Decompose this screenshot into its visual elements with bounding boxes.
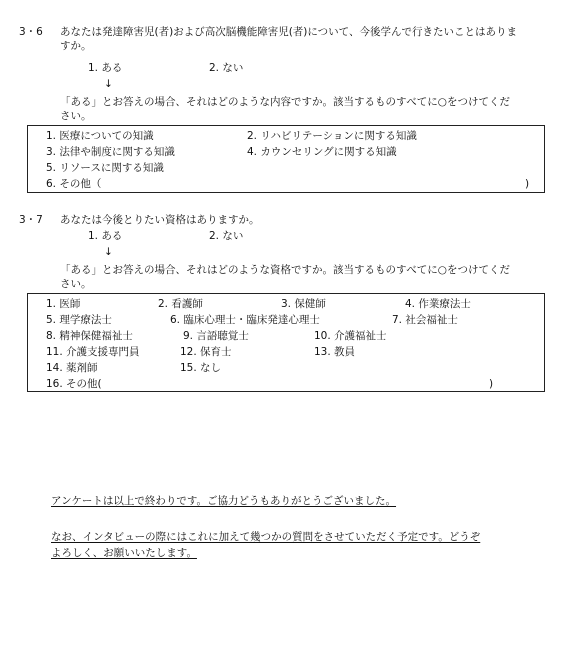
q37-option-4[interactable]: 4. 作業療法士 [405, 298, 471, 310]
q37-option-2[interactable]: 2. 看護師 [158, 298, 203, 310]
q37-number: 3・7 [19, 214, 43, 226]
q36-no-option[interactable]: 2. ない [209, 62, 244, 74]
q36-question-line2: すか。 [60, 40, 92, 52]
q37-question: あなたは今後とりたい資格はありますか。 [60, 214, 260, 226]
q37-option-7[interactable]: 7. 社会福祉士 [392, 314, 458, 326]
q37-yes-option[interactable]: 1. ある [88, 230, 123, 242]
q37-close-paren: ) [489, 378, 494, 390]
q37-option-13[interactable]: 13. 教員 [314, 346, 356, 358]
q37-option-10[interactable]: 10. 介護福祉士 [314, 330, 387, 342]
q36-followup-line1: 「ある」とお答えの場合、それはどのような内容ですか。該当するものすべてに○をつけてくだ [60, 96, 510, 108]
q37-followup-line2: さい。 [60, 278, 92, 290]
q37-option-11[interactable]: 11. 介護支援専門員 [46, 346, 140, 358]
q37-option-6[interactable]: 6. 臨床心理士・臨床発達心理士 [170, 314, 320, 326]
q36-followup-line2: さい。 [60, 110, 92, 122]
q37-option-14[interactable]: 14. 薬剤師 [46, 362, 98, 374]
q37-option-3[interactable]: 3. 保健師 [281, 298, 326, 310]
q37-option-12[interactable]: 12. 保育士 [180, 346, 232, 358]
q37-followup-line1: 「ある」とお答えの場合、それはどのような資格ですか。該当するものすべてに○をつけてくだ [60, 264, 510, 276]
q36-option-4[interactable]: 4. カウンセリングに関する知識 [247, 146, 397, 158]
q36-number: 3・6 [19, 26, 43, 38]
q37-arrow: ↓ [104, 246, 113, 258]
q37-option-15[interactable]: 15. なし [180, 362, 222, 374]
q36-option-1[interactable]: 1. 医療についての知識 [46, 130, 154, 142]
q36-question-line1: あなたは発達障害児(者)および高次脳機能障害児(者)について、今後学んで行きたいことはありま [60, 26, 517, 38]
q37-option-1[interactable]: 1. 医師 [46, 298, 81, 310]
q37-option-16[interactable]: 16. その他( [46, 378, 102, 390]
q36-yes-option[interactable]: 1. ある [88, 62, 123, 74]
q36-option-6[interactable]: 6. その他（ [46, 178, 102, 190]
closing-thanks: アンケートは以上で終わりです。ご協力どうもありがとうございました。 [51, 495, 397, 507]
q36-arrow: ↓ [104, 78, 113, 90]
closing-note-line2: よろしく、お願いいたします。 [51, 547, 197, 559]
q36-close-paren: ) [525, 178, 530, 190]
q37-option-5[interactable]: 5. 理学療法士 [46, 314, 112, 326]
q37-option-9[interactable]: 9. 言語聴覚士 [183, 330, 249, 342]
closing-note-line1: なお、インタビューの際にはこれに加えて幾つかの質問をさせていただく予定です。どうぞ [51, 531, 481, 543]
q37-option-8[interactable]: 8. 精神保健福祉士 [46, 330, 133, 342]
q36-option-2[interactable]: 2. リハビリテーションに関する知識 [247, 130, 417, 142]
q37-no-option[interactable]: 2. ない [209, 230, 244, 242]
q36-option-3[interactable]: 3. 法律や制度に関する知識 [46, 146, 175, 158]
q36-option-5[interactable]: 5. リソースに関する知識 [46, 162, 164, 174]
